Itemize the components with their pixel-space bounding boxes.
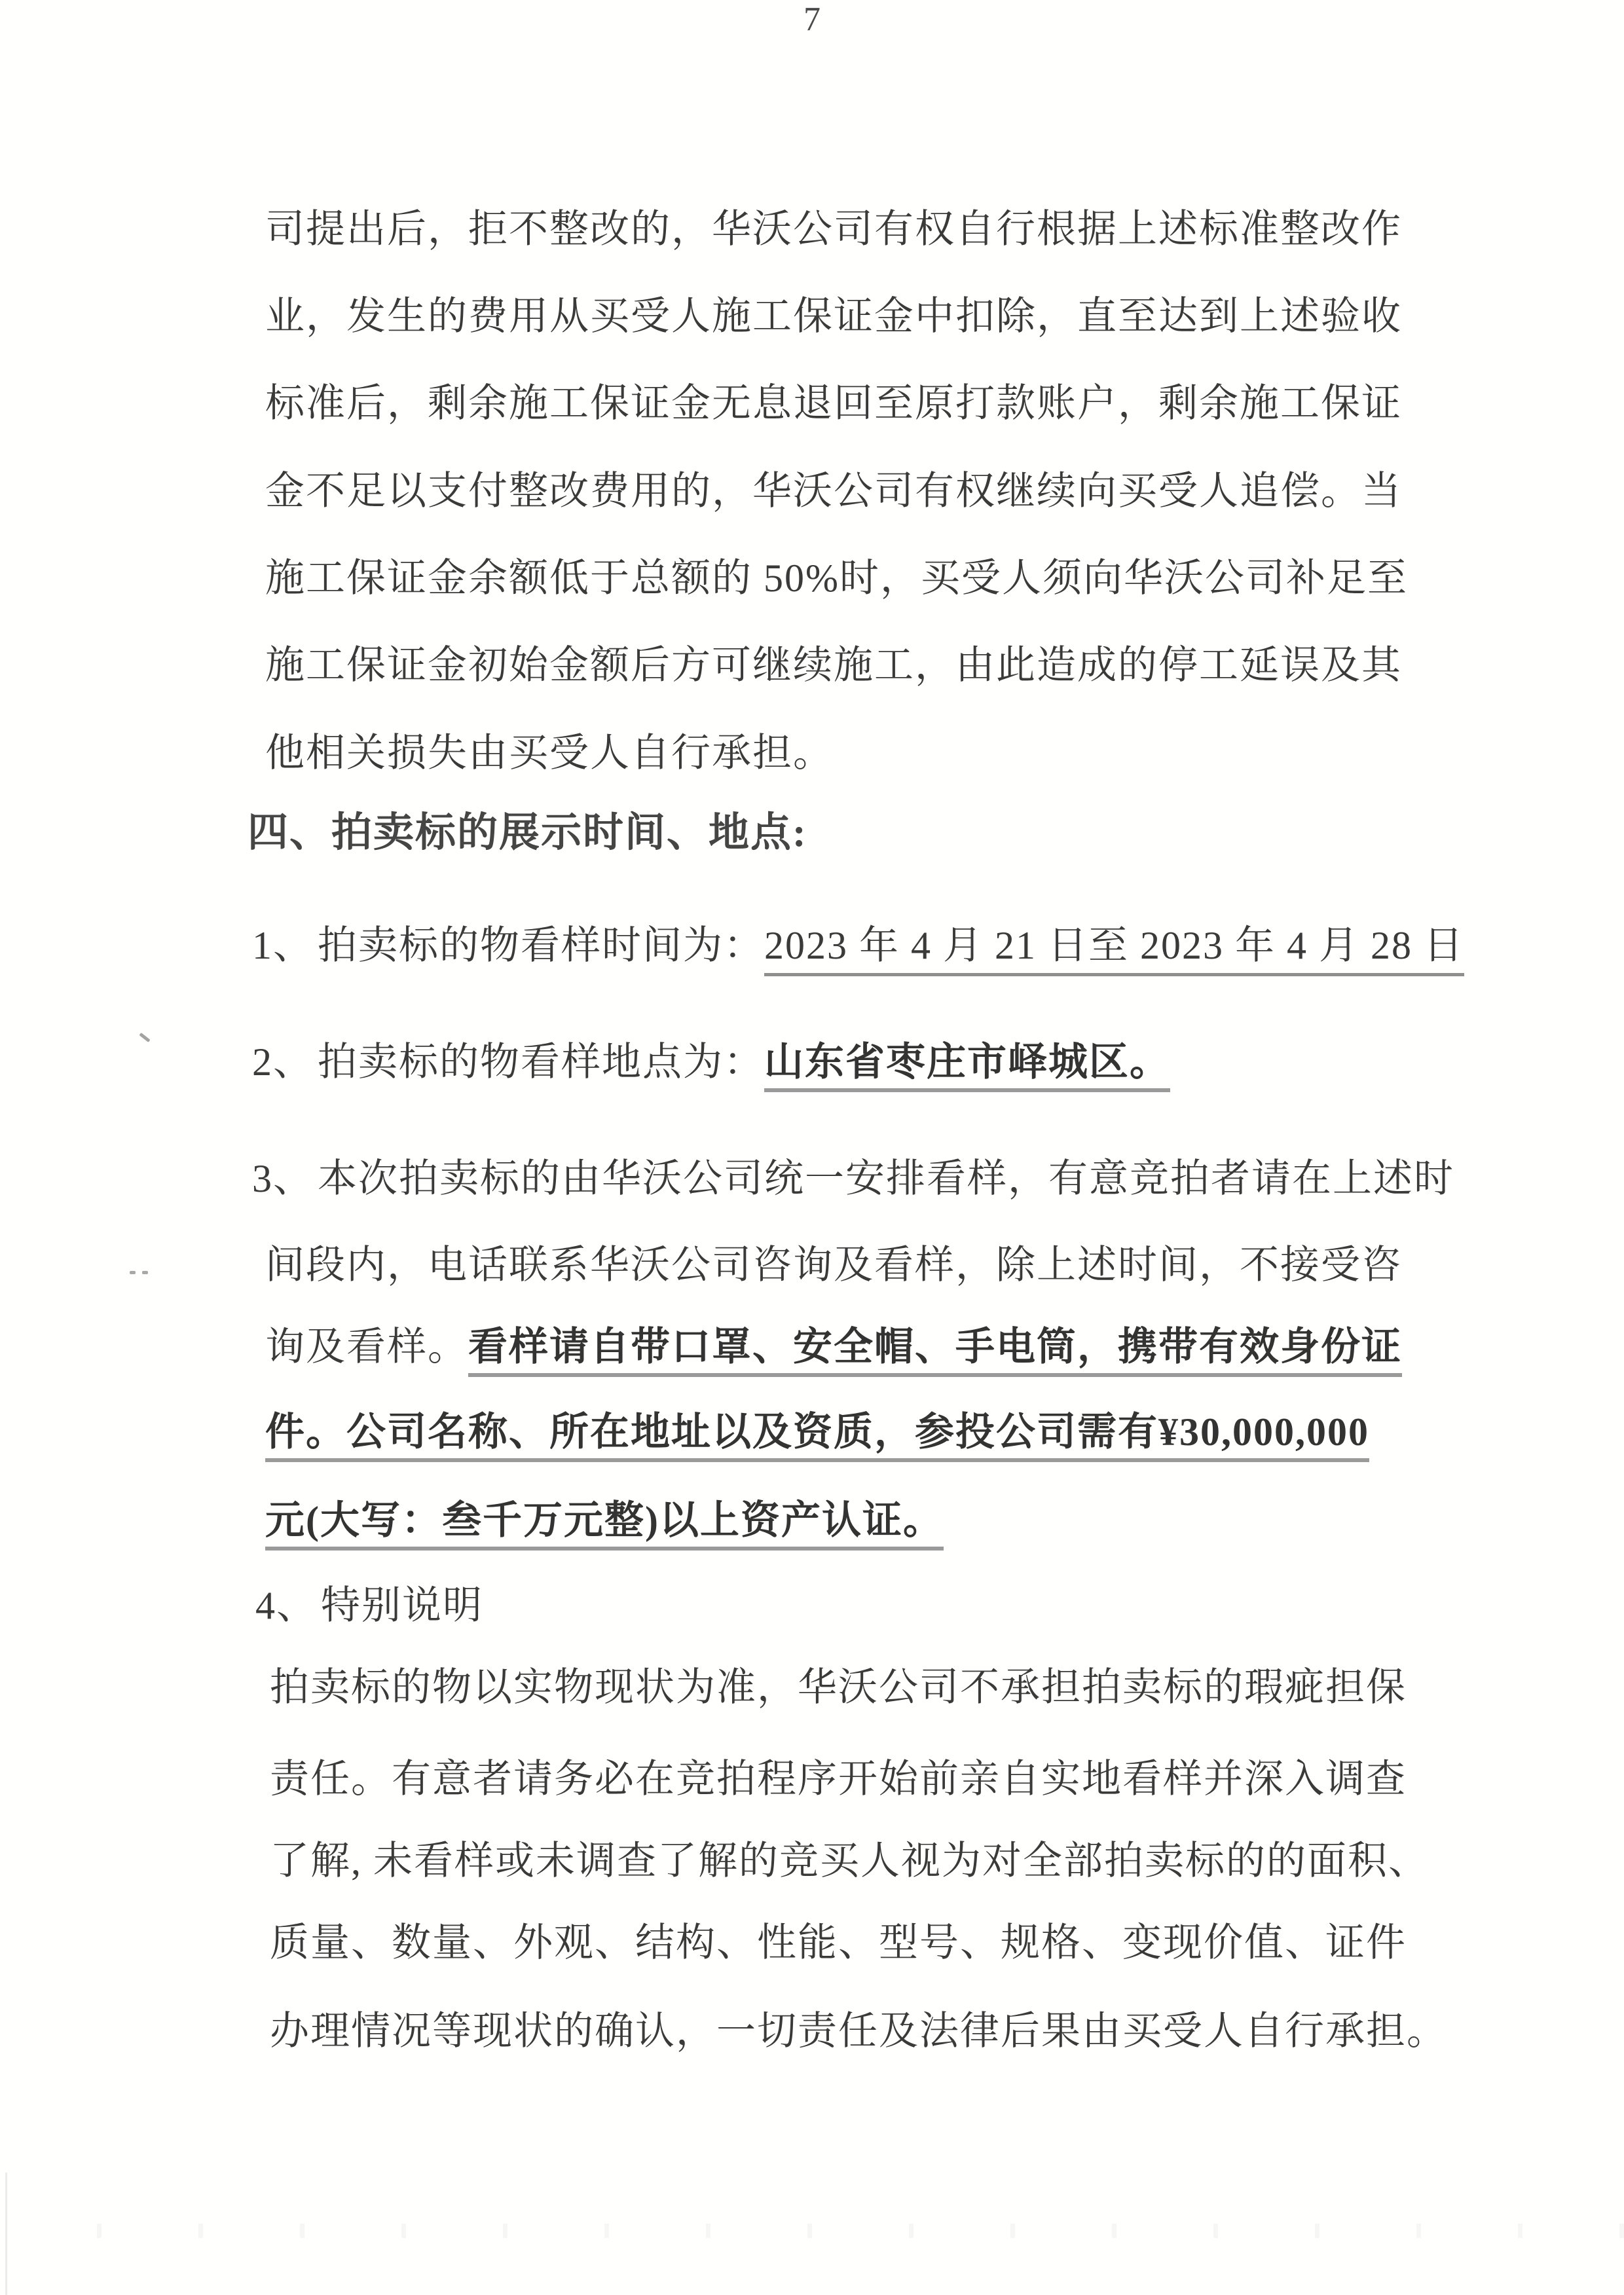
item-continuation-line: [265, 1411, 1369, 1453]
paragraph-line: 金不足以支付整改费用的，华沃公司有权继续向买受人追偿。当: [265, 469, 1402, 513]
paragraph-line: 施工保证金初始金额后方可继续施工，由此造成的停工延误及其: [265, 644, 1402, 687]
item-continuation-line: 质量、数量、外观、结构、性能、型号、规格、变现价值、证件: [270, 1921, 1407, 1964]
item-lead-text: 拍卖标的物看样地点为：: [318, 1040, 764, 1084]
underlined-location: 山东省枣庄市峄城区。: [764, 1040, 1170, 1092]
paragraph-line: 司提出后，拒不整改的，华沃公司有权自行根据上述标准整改作: [265, 208, 1402, 251]
bold-underlined-text: 看样请自带口罩、安全帽、手电筒，携带有效身份证: [468, 1325, 1402, 1377]
list-item-3: [252, 1158, 1454, 1200]
item-text: 询及看样。: [265, 1325, 468, 1368]
paragraph-line: 业，发生的费用从买受人施工保证金中扣除，直至达到上述验收: [265, 295, 1402, 338]
item-number: 3、: [252, 1157, 314, 1200]
item-continuation-line: 责任。有意者请务必在竞拍程序开始前亲自实地看样并深入调查: [270, 1757, 1407, 1801]
item-continuation-line: 间段内，电话联系华沃公司咨询及看样，除上述时间，不接受咨: [265, 1243, 1402, 1287]
item-continuation-line: 办理情况等现状的确认，一切责任及法律后果由买受人自行承担。: [270, 2010, 1447, 2053]
item-continuation-line: [265, 1326, 1402, 1368]
item-continuation-line: [265, 1499, 944, 1541]
paragraph-line: 他相关损失由买受人自行承担。: [265, 731, 834, 775]
underlined-date-range: 2023 年 4 月 21 日至 2023 年 4 月 28 日: [764, 924, 1464, 976]
bold-underlined-text: 件。公司名称、所在地址以及资质，参投公司需有¥30,000,000: [265, 1410, 1369, 1462]
list-item-4: [255, 1585, 483, 1626]
page-number: 7: [803, 1, 821, 38]
bold-underlined-text: 元(大写：叁千万元整)以上资产认证。: [265, 1499, 944, 1551]
item-number: 4、: [255, 1584, 317, 1627]
item-continuation-line: 拍卖标的物以实物现状为准，华沃公司不承担拍卖标的瑕疵担保: [270, 1666, 1407, 1709]
item-number: 1、: [252, 924, 314, 967]
item-number: 2、: [252, 1040, 314, 1084]
section-heading: 四、拍卖标的展示时间、地点:: [248, 811, 807, 855]
item-title: 特别说明: [321, 1584, 483, 1627]
item-lead-text: 拍卖标的物看样时间为：: [318, 924, 764, 967]
scan-edge-artifact: [0, 2224, 1624, 2238]
list-item-2: [252, 1041, 1170, 1083]
scan-mark: [130, 1266, 156, 1270]
paragraph-line: 施工保证金余额低于总额的 50%时，买受人须向华沃公司补足至: [265, 557, 1408, 600]
paragraph-line: 标准后，剩余施工保证金无息退回至原打款账户，剩余施工保证: [265, 382, 1402, 425]
scan-mark: [139, 1033, 150, 1042]
item-text: 本次拍卖标的由华沃公司统一安排看样，有意竞拍者请在上述时: [318, 1157, 1454, 1200]
item-continuation-line: 了解, 未看样或未调查了解的竞买人视为对全部拍卖标的的面积、: [270, 1839, 1429, 1882]
list-item-1: [252, 925, 1464, 966]
